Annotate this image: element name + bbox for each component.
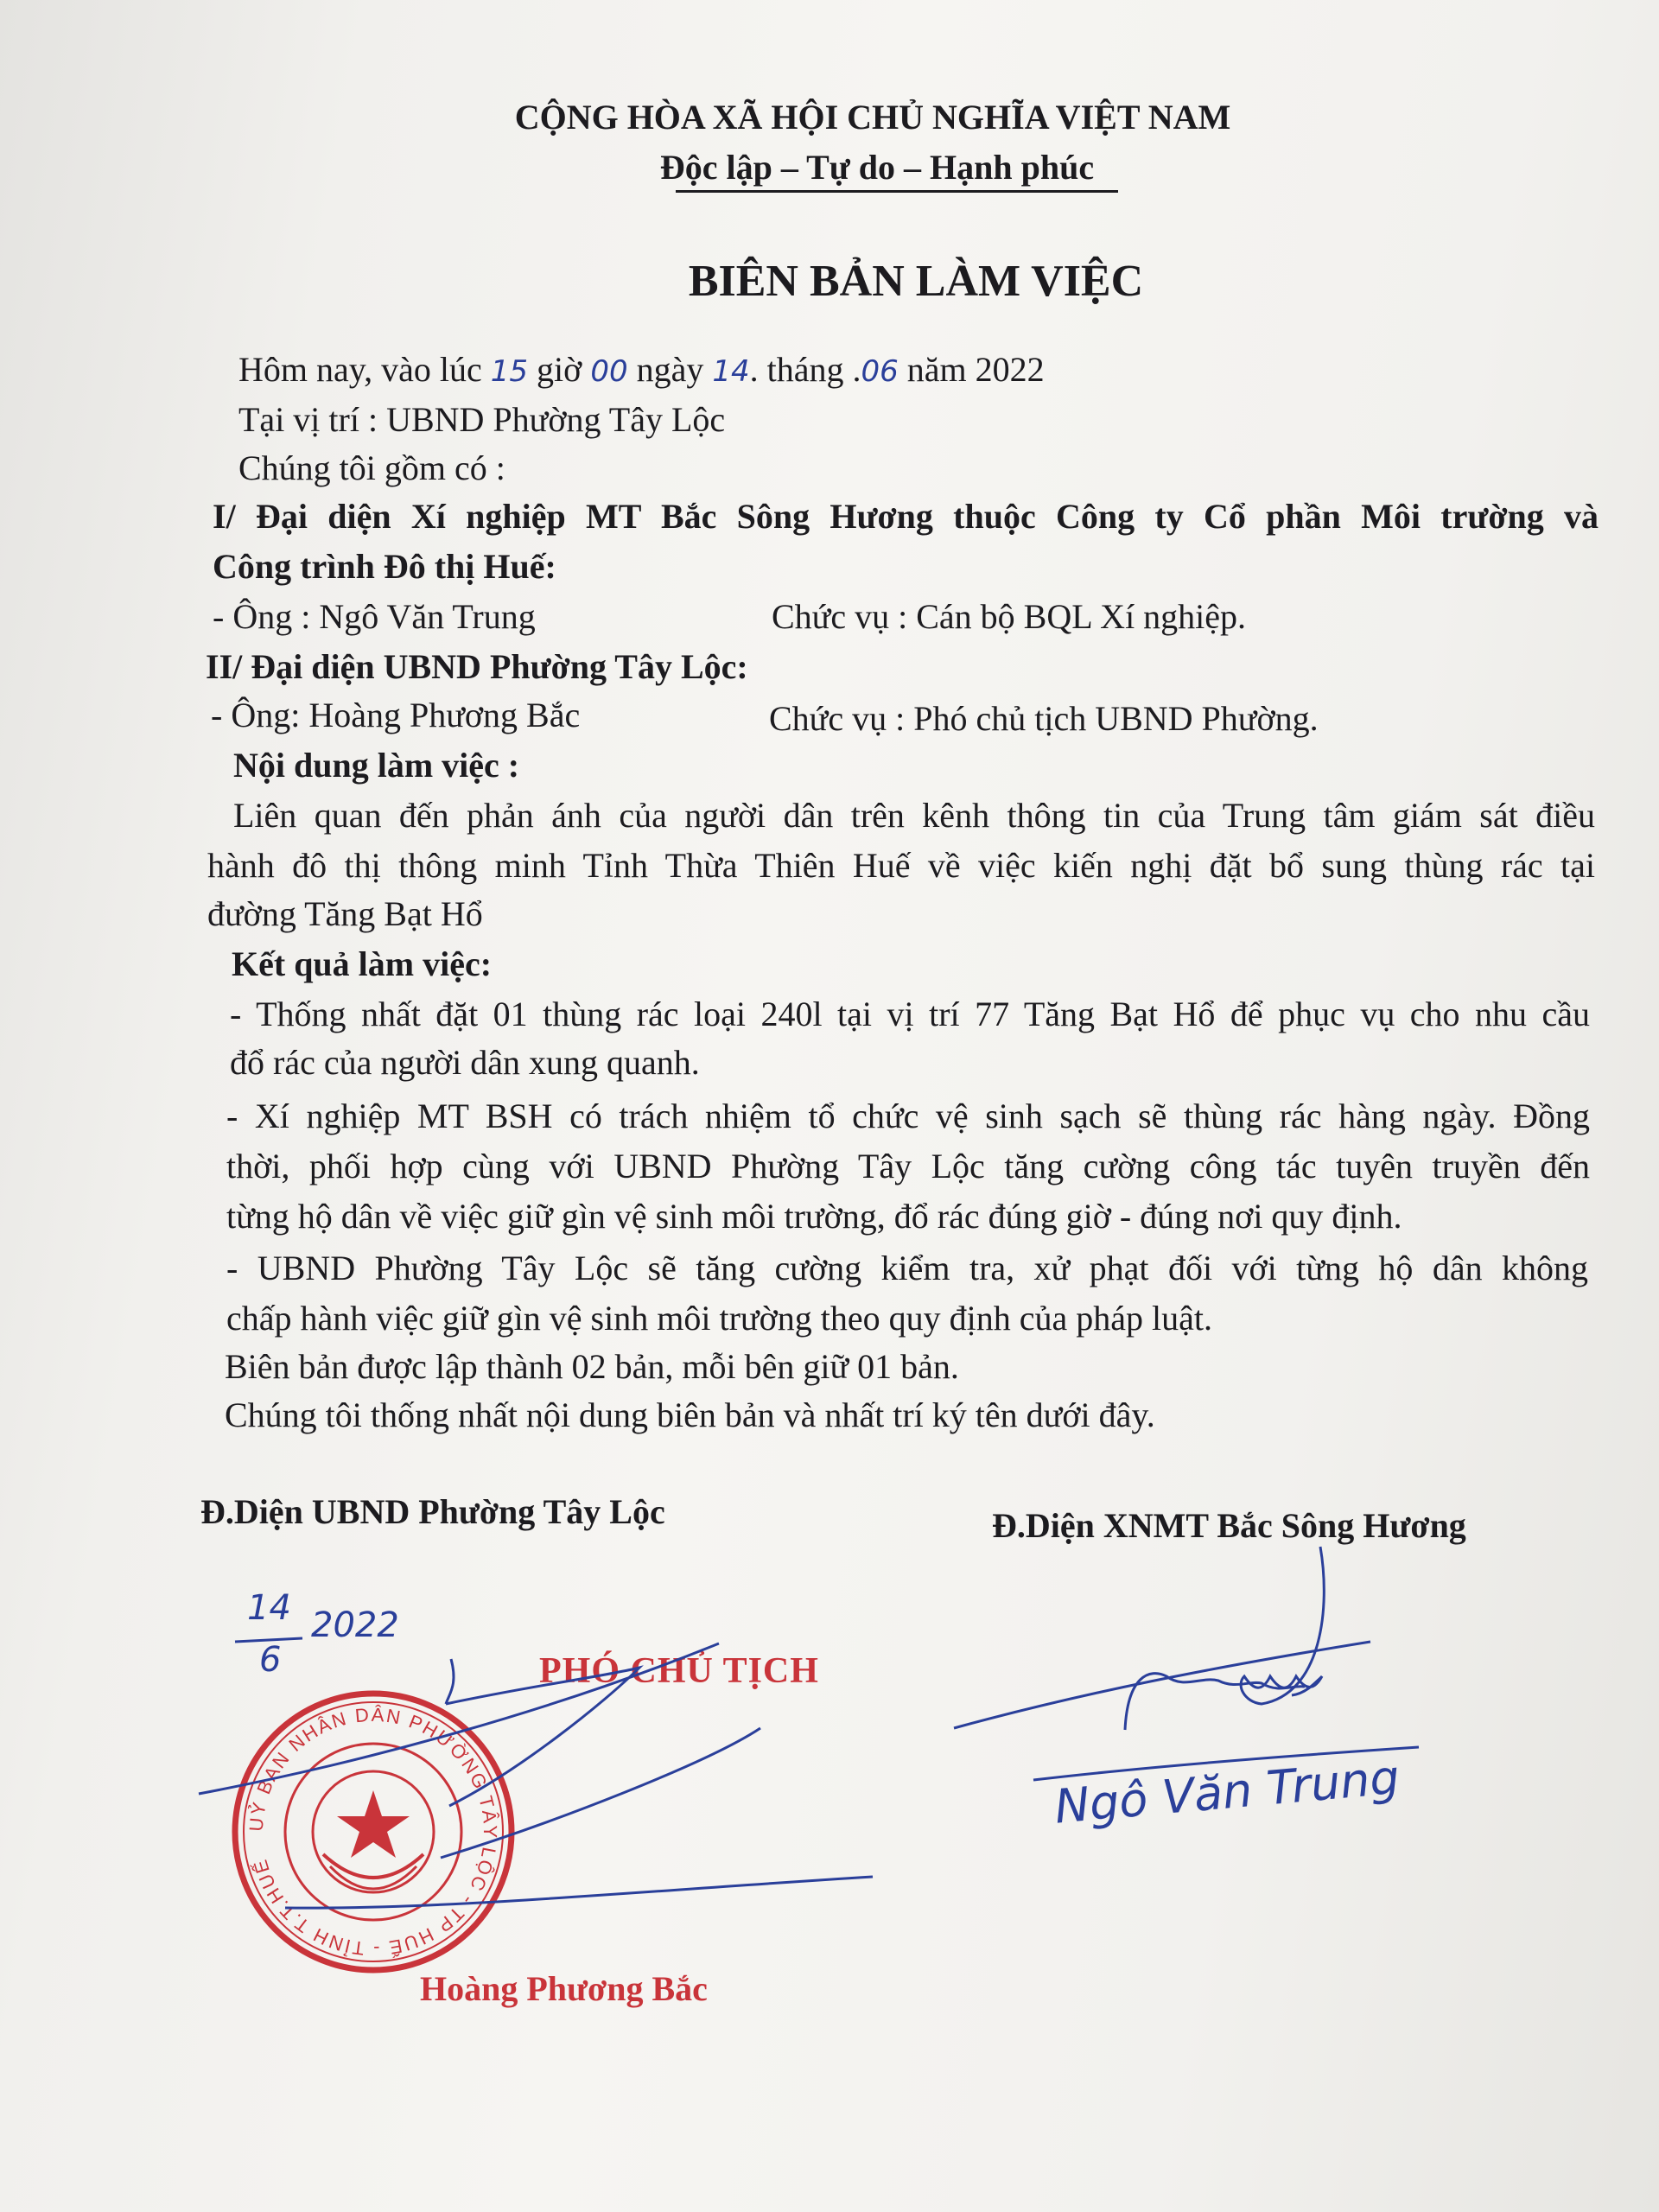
result3-line2: chấp hành việc giữ gìn vệ sinh môi trường theo quy định của pháp luật.	[226, 1299, 1212, 1338]
result3-line1: - UBND Phường Tây Lộc sẽ tăng cường kiểm tra, xử phạt đối với từng hộ dân không	[226, 1249, 1588, 1287]
section1-person: - Ông : Ngô Văn Trung	[213, 597, 536, 636]
motto-underline	[676, 190, 1118, 193]
section1-position: Chức vụ : Cán bộ BQL Xí nghiệp.	[772, 597, 1247, 636]
result1-line1: - Thống nhất đặt 01 thùng rác loại 240l tại vị trí 77 Tăng Bạt Hổ để phục vụ cho nhu cầu	[230, 995, 1590, 1033]
handwritten-month: 06	[861, 354, 899, 389]
handwritten-date-month: 6	[259, 1640, 282, 1680]
intro-prefix: Hôm nay, vào lúc	[238, 350, 482, 389]
attendees-intro: Chúng tôi gồm có :	[238, 448, 505, 487]
handwritten-day: 14	[712, 354, 750, 389]
year-label: năm 2022	[906, 350, 1045, 389]
right-handwritten-name: Ngô Văn Trung	[1052, 1750, 1402, 1834]
copies-line: Biên bản được lập thành 02 bản, mỗi bên giữ 01 bản.	[225, 1347, 959, 1386]
result1-line2: đổ rác của người dân xung quanh.	[230, 1043, 700, 1082]
handwritten-hour: 15	[490, 354, 529, 389]
handwritten-minute: 00	[590, 354, 628, 389]
national-title: CỘNG HÒA XÃ HỘI CHỦ NGHĨA VIỆT NAM	[514, 98, 1231, 137]
content-line1: Liên quan đến phản ánh của người dân trên kênh thông tin của Trung tâm giám sát điều	[233, 796, 1595, 835]
results-heading: Kết quả làm việc:	[232, 944, 493, 983]
stamp-title: PHÓ CHỦ TỊCH	[539, 1651, 819, 1691]
result2-line3: từng hộ dân về việc giữ gìn vệ sinh môi trường, đổ rác đúng giờ - đúng nơi quy định.	[226, 1197, 1402, 1236]
result2-line1: - Xí nghiệp MT BSH có trách nhiệm tổ chức vệ sinh sạch sẽ thùng rác hàng ngày. Đồng	[226, 1096, 1590, 1135]
location-line: Tại vị trí : UBND Phường Tây Lộc	[238, 400, 726, 439]
content-line2: hành đô thị thông minh Tỉnh Thừa Thiên Huế về việc kiến nghị đặt bổ sung thùng rác tại	[207, 846, 1595, 885]
national-motto: Độc lập – Tự do – Hạnh phúc	[659, 148, 1095, 187]
document-title: BIÊN BẢN LÀM VIỆC	[688, 257, 1144, 306]
content-heading: Nội dung làm việc :	[233, 746, 520, 785]
hour-label: giờ	[537, 350, 582, 389]
month-label: tháng	[766, 350, 844, 389]
right-signature-heading: Đ.Diện XNMT Bắc Sông Hương	[992, 1506, 1466, 1545]
result2-line2: thời, phối hợp cùng với UBND Phường Tây Lộc tăng cường công tác tuyên truyền đến	[226, 1147, 1590, 1185]
section1-heading-line1: I/ Đại diện Xí nghiệp MT Bắc Sông Hương thuộc Công ty Cổ phần Môi trường và	[213, 497, 1599, 536]
stamp-name: Hoàng Phương Bắc	[420, 1969, 708, 2008]
day-label: ngày	[636, 350, 704, 389]
section2-heading: II/ Đại diện UBND Phường Tây Lộc:	[206, 647, 748, 686]
section1-heading-line2: Công trình Đô thị Huế:	[213, 547, 556, 586]
left-signature-heading: Đ.Diện UBND Phường Tây Lộc	[200, 1492, 665, 1531]
content-line3: đường Tăng Bạt Hổ	[207, 894, 483, 933]
intro-date-line: Hôm nay, vào lúc 15 giờ 00 ngày 14. tháng .06 năm 2022	[238, 350, 1045, 389]
handwritten-date-day: 14	[247, 1588, 291, 1628]
section2-position: Chức vụ : Phó chủ tịch UBND Phường.	[769, 699, 1319, 738]
seal-ring-text: UỶ BAN NHÂN DÂN PHƯỜNG TÂY LỘC - TP HUẾ - TỈNH T.T.HUẾ	[245, 1703, 502, 1961]
section2-person: - Ông: Hoàng Phương Bắc	[211, 696, 581, 734]
agreement-line: Chúng tôi thống nhất nội dung biên bản và nhất trí ký tên dưới đây.	[225, 1395, 1155, 1434]
handwritten-date-year: 2022	[311, 1605, 399, 1645]
left-signature	[190, 1633, 899, 1979]
